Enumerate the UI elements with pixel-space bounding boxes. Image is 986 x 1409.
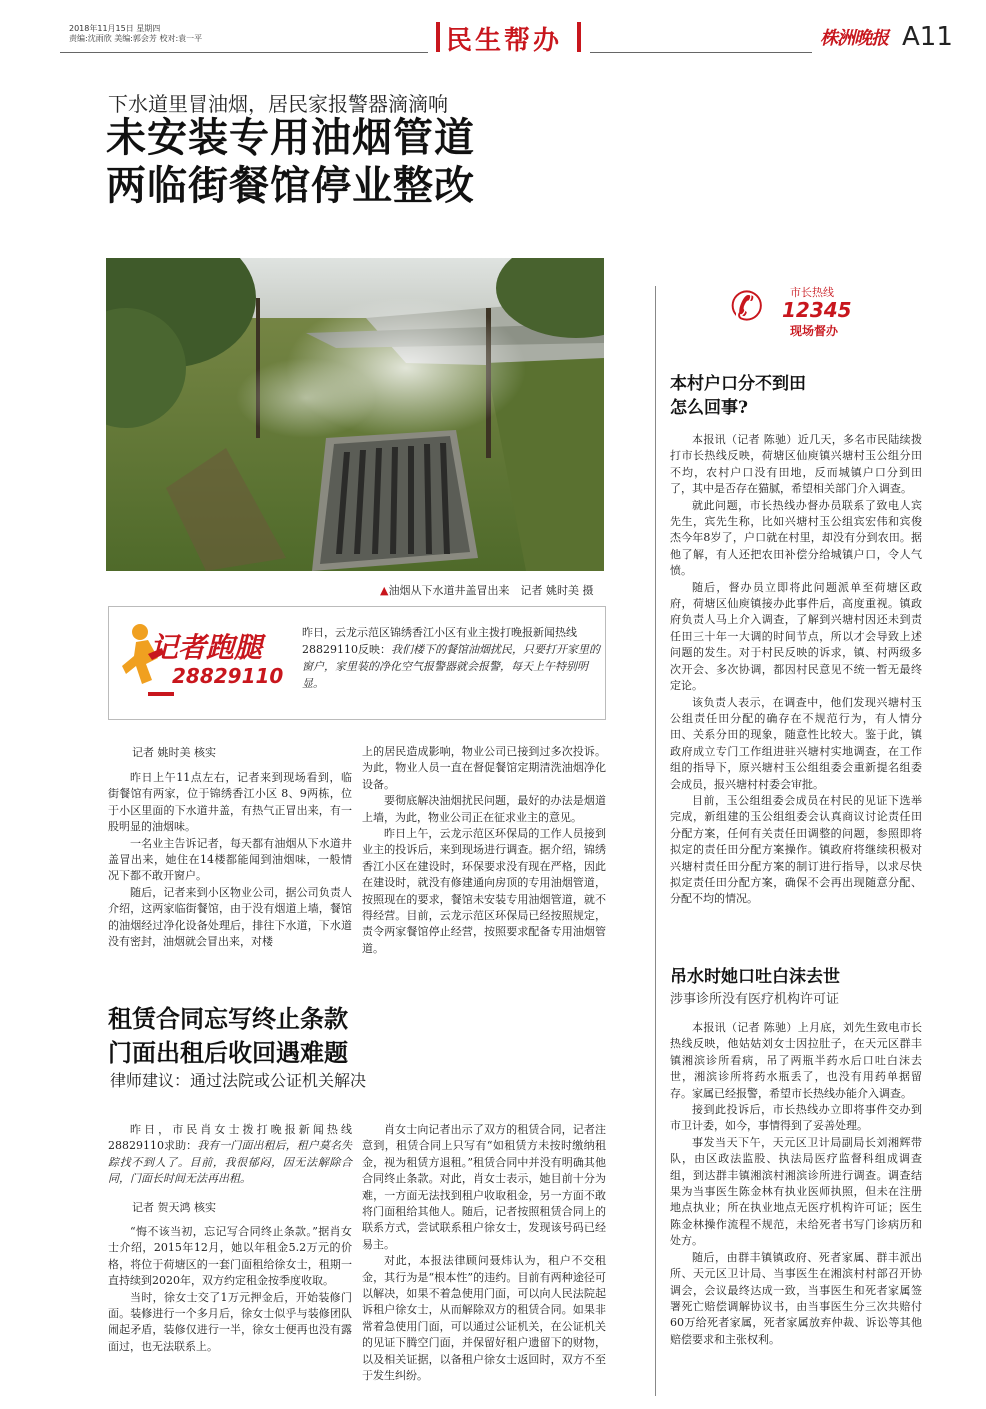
lease-intro	[108, 1122, 352, 1188]
main-column-1	[108, 770, 352, 950]
issue-editors: 责编:沈雨欣 美编:郭会芳 校对:袁一平	[69, 34, 203, 43]
right2-para-2: 接到此投诉后，市长热线办立即将事件交办到市卫计委，如今，事情得到了妥善处理。	[670, 1103, 922, 1133]
article-kicker: 下水道里冒油烟，居民家报警器滴滴响	[108, 92, 448, 116]
lease-intro-quote: 我有一门面出租后，租户莫名失踪找不到人了。目前，我很郁闷，因无法解除合同，门面长时间无法再出租。	[108, 1139, 352, 1186]
right1-headline	[670, 372, 806, 420]
main-col1-para-1: 昨日上午11点左右，记者来到现场看到，临街餐馆有两家，位于锦绣香江小区 8、9两栋，位于小区里面的下水道井盖，有热气正冒出来，有一股明显的油烟味。	[108, 771, 352, 834]
lease-subhead: 律师建议：通过法院或公证机关解决	[110, 1071, 367, 1090]
right1-para-5: 目前，玉公组组委会成员在村民的见证下选举完成，新组建的玉公组组委会认真商议讨论责任田分配方案，任何有关责任田调整的问题，参照即将拟定的责任田分配方案操作。镇政府将继续积极对兴塘村责任田分配方案的制订进行指导，以求尽快拟定责任田分配方案，确保不会再出现随意分配、分配不均的情况。	[670, 793, 922, 906]
headline-line-1: 未安装专用油烟管道	[106, 114, 475, 161]
issue-meta	[69, 24, 429, 44]
news-photo-drain-grate	[106, 258, 604, 571]
column-divider	[655, 286, 656, 1396]
main-col2-para-2: 要彻底解决油烟扰民问题，最好的办法是烟道上墙，为此，物业公司正在征求业主的意见。	[362, 794, 606, 824]
lease-col1-para-1: “悔不该当初，忘记写合同终止条款。”据肖女士介绍，2015年12月，她以年租金5.2万元的价格，将位于荷塘区的一套门面租给徐女士，租期一直持续到2020年，双方约定租金按季度收取。	[108, 1225, 352, 1288]
page-number: A11	[902, 22, 953, 52]
right2-para-3: 事发当天下午，天元区卫计局副局长刘湘辉带队，由区政法监股、执法局医疗监督科组成调查组，到达群丰镇湘滨村湘滨诊所进行调查。调查结果为当事医生陈金林有执业医师执照，但未在注册地点执业；所在执业地点无医疗机构许可证；医生陈金林操作流程不规范，未给死者书写门诊病历和处方。	[670, 1135, 922, 1248]
lease-headline	[108, 1002, 348, 1070]
lease-headline-line-1: 租赁合同忘写终止条款	[108, 1004, 348, 1033]
header-rule-left	[60, 52, 428, 53]
right1-para-2: 就此问题，市长热线办督办员联系了致电人宾先生，宾先生称，比如兴塘村玉公组宾宏伟和宾俊杰今年8岁了，户口就在村里，却没有分到农田。据他了解，有人还把农田补偿分给城镇户口，令人气愤。	[670, 498, 922, 578]
lease-intro-plain: 昨日，市民肖女士拨打晚报新闻热线28829110求助：	[108, 1123, 352, 1153]
main-col2-para-1: 上的居民造成影响，物业公司已接到过多次投诉。为此，物业人员一直在督促餐馆定期清洗油烟净化设备。	[362, 745, 606, 791]
section-bar-left	[436, 22, 440, 52]
main-column-2	[362, 744, 606, 957]
lease-column-1	[108, 1122, 352, 1355]
main-col1-para-2: 一名业主告诉记者，每天都有油烟从下水道井盖冒出来，她住在14楼都能闻到油烟味，一般情况下都不敢开窗户。	[108, 836, 352, 883]
lease-byline: 记者 贺天鸿 核实	[132, 1200, 216, 1214]
run-intro	[302, 624, 602, 692]
run-column-title: 记者跑腿	[150, 631, 263, 664]
right2-para-1: 本报讯（记者 陈驰）上月底，刘先生致电市长热线反映，他姑姑刘女士因拉肚子，在天元区群丰镇湘滨诊所看病，吊了两瓶半药水后口吐白沫去世，湘滨诊所将药水瓶丢了，也没有用药单据留存。家属已经报警，希望市长热线办能介入调查。	[670, 1021, 922, 1100]
right1-para-1: 本报讯（记者 陈驰）近几天，多名市民陆续拨打市长热线反映，荷塘区仙庾镇兴塘村玉公组分田不均，农村户口没有田地，反而城镇户口分到田了，其中是否存在猫腻，希望相关部门介入调查。	[670, 433, 922, 496]
hotline-label-top: 市长热线	[790, 286, 834, 299]
header-rule-right	[590, 52, 812, 53]
lease-headline-line-2: 门面出租后收回遇难题	[108, 1038, 348, 1067]
right1-para-4: 该负责人表示，在调查中，他们发现兴塘村玉公组责任田分配的确存在不规范行为，有人情分田、关系分田的现象，随意性比较大。鉴于此，镇政府成立专门工作组进驻兴塘村实地调查，在工作组的指导下，原兴塘村玉公组组委会重新提名组委会成员，报兴塘村村委会审批。	[670, 695, 922, 791]
lease-col2-para-1: 肖女士向记者出示了双方的租赁合同，记者注意到，租赁合同上只写有“如租赁方未按时缴纳租金，视为租赁方退租。”租赁合同中并没有明确其他合同终止条款。对此，肖女士表示，她目前十分为难，一方面无法找到租户收取租金，另一方面不敢将门面租给其他人。随后，记者按照租赁合同上的联系方式，尝试联系租户徐女士，发现该号码已经易主。	[362, 1123, 606, 1251]
main-col1-para-3: 随后，记者来到小区物业公司，据公司负责人介绍，这两家临街餐馆，由于没有烟道上墙，餐馆的油烟经过净化设备处理后，排往下水道，下水道没有密封，油烟就会冒出来，对楼	[108, 885, 352, 949]
right2-body	[670, 1020, 922, 1348]
run-intro-quote: 我们楼下的餐馆油烟扰民，只要打开家里的窗户，家里装的净化空气报警器就会报警，每天上午特别明显。	[302, 643, 600, 690]
caption-text: 油烟从下水道井盖冒出来 记者 姚时美 摄	[388, 584, 594, 597]
newspaper-logo: 株洲晚报	[820, 28, 888, 49]
right1-headline-line-2: 怎么回事?	[670, 398, 748, 418]
lease-col1-para-2: 当时，徐女士交了1万元押金后，开始装修门面。装修进行一个多月后，徐女士似乎与装修团队闹起矛盾，装修仅进行一半，徐女士便再也没有露面过，也无法联系上。	[108, 1290, 352, 1353]
lease-col2-para-2: 对此，本报法律顾问聂炜认为，租户不交租金，其行为是“根本性”的违约。目前有两种途径可以解决，如果不着急使用门面，可以向人民法院起诉租户徐女士，从而解除双方的租赁合同。如果非常着急使用门面，可以通过公证机关，在公证机关的见证下腾空门面，并保留好租户遗留下的财物，以及相关证据，以备租户徐女士返回时，双方不至于发生纠纷。	[362, 1254, 606, 1383]
right1-para-3: 随后，督办员立即将此问题派单至荷塘区政府，荷塘区仙庾镇接办此事件后，高度重视。镇政府负责人马上介入调查，了解到兴塘村因还未到责任田三十年一大调的时间节点，所以才会导致上述问题的发生。对于村民反映的诉求，镇、村两级多次开会、多次协调，都因村民意见不统一暂无最终定论。	[670, 580, 922, 693]
right1-headline-line-1: 本村户口分不到田	[670, 374, 806, 394]
right2-headline: 吊水时她口吐白沫去世	[670, 967, 840, 987]
section-bar-right	[577, 22, 581, 52]
section-title: 民生帮办	[446, 26, 563, 56]
headline-line-2: 两临街餐馆停业整改	[106, 162, 475, 209]
right2-subhead: 涉事诊所没有医疗机构许可证	[670, 992, 840, 1007]
main-col2-para-3: 昨日上午，云龙示范区环保局的工作人员接到业主的投诉后，来到现场进行调查。据介绍，锦绣香江小区在建设时，环保要求没有现在严格，因此在建设时，就没有修建通向房顶的专用油烟管道，按照现在的要求，餐馆未安装专用油烟管道，就不得经营。目前，云龙示范区环保局已经按照规定，责令两家餐馆停止经营，按照要求配备专用油烟管道。	[362, 827, 606, 955]
hotline-number: 12345	[782, 298, 852, 322]
main-byline: 记者 姚时美 核实	[132, 746, 216, 759]
right2-para-4: 随后，由群丰镇镇政府、死者家属、群丰派出所、天元区卫计局、当事医生在湘滨村村部召开协调会，会议最终达成一致，当事医生和死者家属签署死亡赔偿调解协议书，由当事医生分三次共赔付60万给死者家属，死者家属放弃仲裁、诉讼等其他赔偿要求和主张权利。	[670, 1250, 922, 1346]
photo-illustration	[106, 258, 604, 571]
lease-column-2	[362, 1122, 606, 1385]
issue-date: 2018年11月15日 星期四	[69, 24, 161, 33]
run-intro-plain: 昨日，云龙示范区锦绣香江小区有业主拨打晚报新闻热线28829110反映：	[302, 626, 577, 656]
run-hotline-number: 28829110	[172, 664, 284, 688]
caption-marker: ▲	[380, 584, 389, 597]
article-headline	[106, 114, 475, 210]
photo-caption	[380, 582, 593, 598]
phone-icon: ✆	[730, 284, 764, 330]
right1-body	[670, 432, 922, 908]
hotline-label-bottom: 现场督办	[790, 324, 839, 338]
